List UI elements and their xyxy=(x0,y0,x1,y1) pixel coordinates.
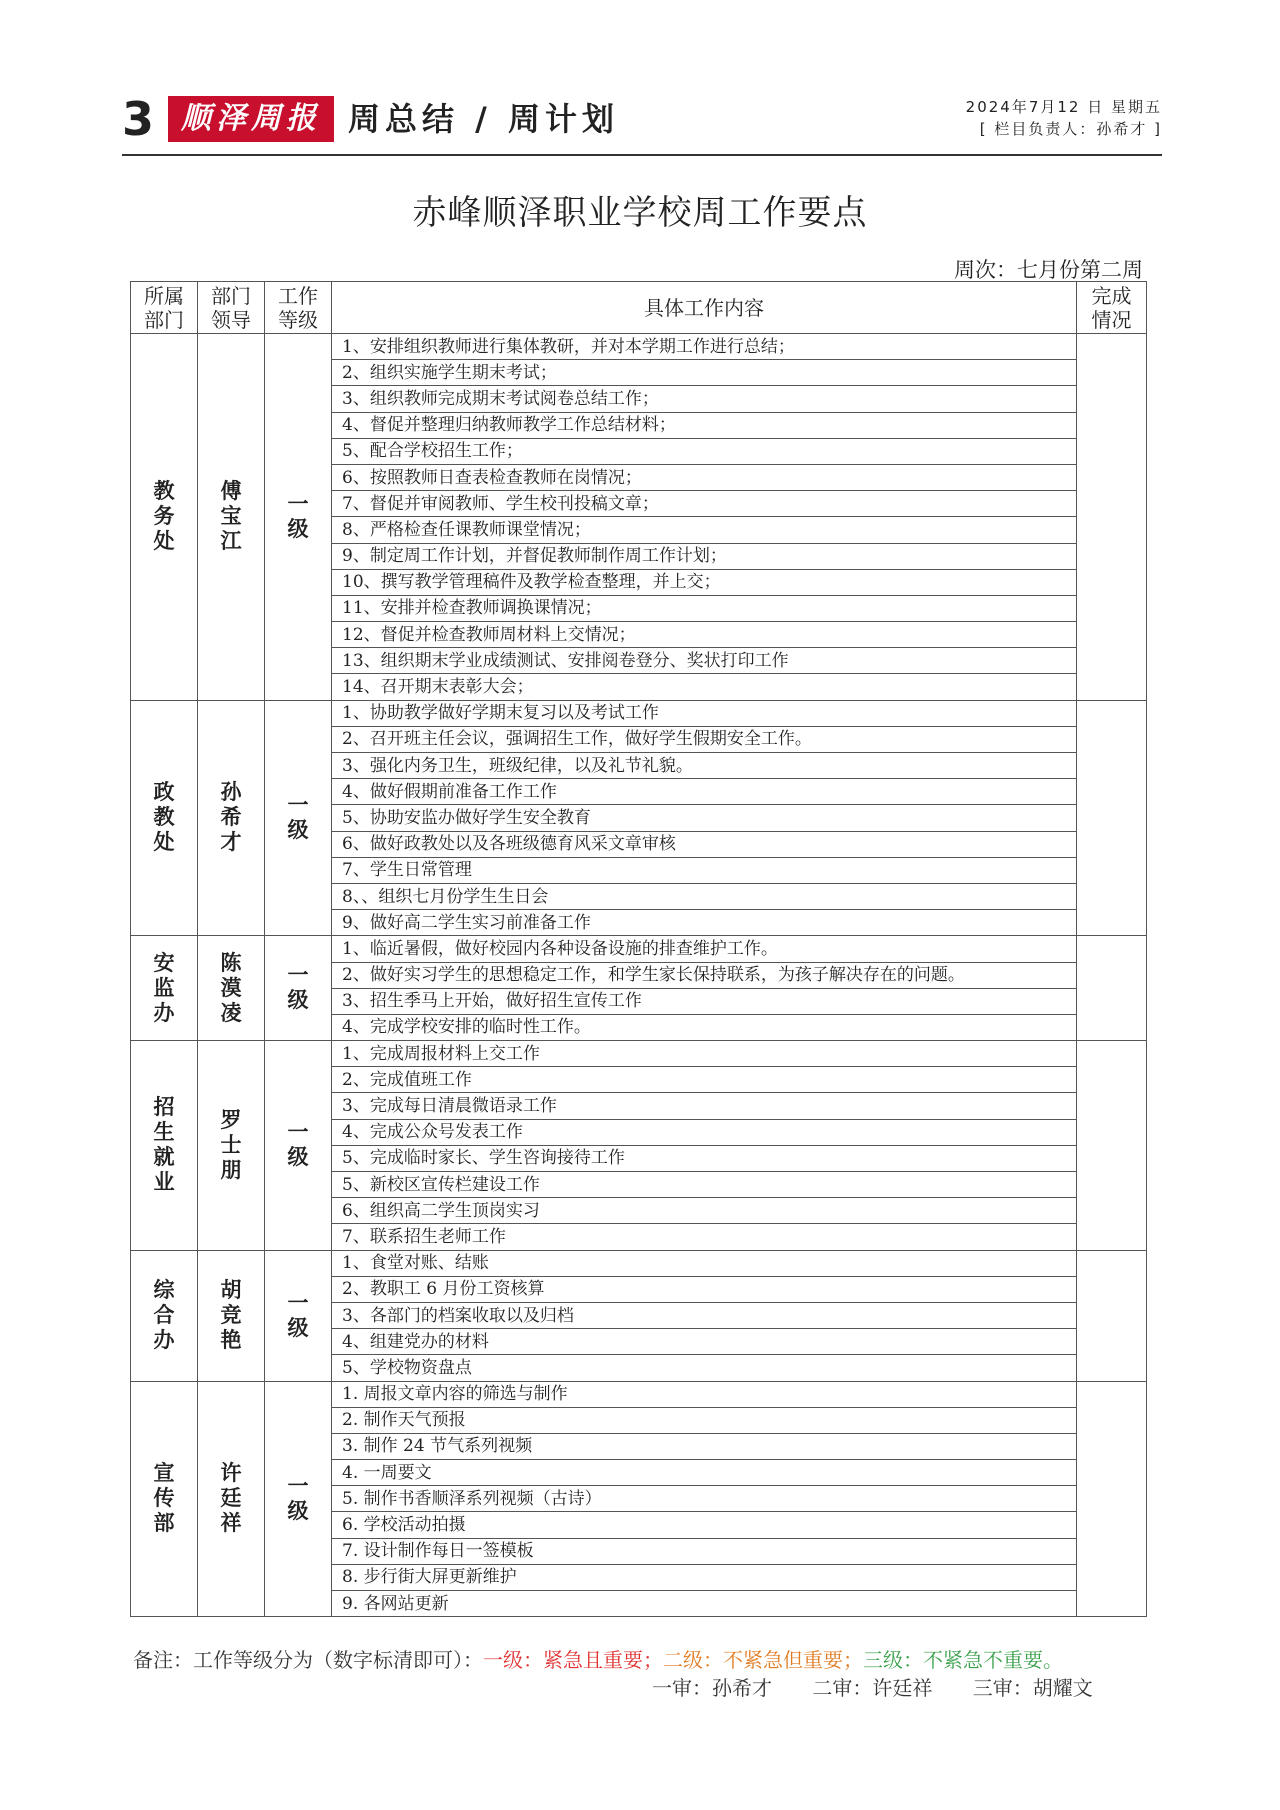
level-cell xyxy=(265,936,332,1041)
brand-logo: 顺泽周报 xyxy=(168,96,334,142)
level-cell-text: 一级 xyxy=(287,1290,309,1340)
task-cell: 1、食堂对账、结账 xyxy=(332,1250,1077,1276)
task-cell: 6、按照教师日查表检查教师在岗情况； xyxy=(332,464,1077,490)
task-cell: 6、做好政教处以及各班级德育风采文章审核 xyxy=(332,831,1077,857)
task-cell: 5、新校区宣传栏建设工作 xyxy=(332,1172,1077,1198)
task-cell: 7、联系招生老师工作 xyxy=(332,1224,1077,1250)
leader-cell-text: 胡竞艳 xyxy=(220,1278,242,1353)
dept-cell-text: 招生就业 xyxy=(153,1095,175,1195)
table-row xyxy=(131,1041,1147,1067)
task-cell: 7. 设计制作每日一签模板 xyxy=(332,1538,1077,1564)
task-cell: 1、协助教学做好学期末复习以及考试工作 xyxy=(332,700,1077,726)
dept-cell xyxy=(131,334,198,701)
task-cell: 4. 一周要文 xyxy=(332,1460,1077,1486)
page-number: 3 xyxy=(122,92,155,146)
level-cell-text: 一级 xyxy=(287,1120,309,1170)
page-title: 赤峰顺泽职业学校周工作要点 xyxy=(412,193,868,233)
task-cell: 6. 学校活动拍摄 xyxy=(332,1512,1077,1538)
header-content: 具体工作内容 xyxy=(332,282,1077,334)
dept-cell xyxy=(131,700,198,936)
dept-cell-text: 安监办 xyxy=(153,950,175,1025)
reviewer-second: 二审：许廷祥 xyxy=(812,1676,933,1700)
leader-cell-text: 傅宝江 xyxy=(220,479,242,554)
status-cell xyxy=(1077,936,1147,1041)
leader-cell-text: 许廷祥 xyxy=(220,1461,242,1536)
task-cell: 7、督促并审阅教师、学生校刊投稿文章； xyxy=(332,491,1077,517)
task-cell: 8、严格检查任课教师课堂情况； xyxy=(332,517,1077,543)
task-cell: 2、组织实施学生期末考试； xyxy=(332,360,1077,386)
table-row xyxy=(131,1381,1147,1407)
task-cell: 5、完成临时家长、学生咨询接待工作 xyxy=(332,1145,1077,1171)
header-level: 工作等级 xyxy=(265,282,332,334)
task-cell: 1. 周报文章内容的筛选与制作 xyxy=(332,1381,1077,1407)
task-cell: 3. 制作 24 节气系列视频 xyxy=(332,1433,1077,1459)
leader-cell xyxy=(198,1381,265,1617)
table-row xyxy=(131,700,1147,726)
task-cell: 2、教职工 6 月份工资核算 xyxy=(332,1276,1077,1302)
task-cell: 9、做好高二学生实习前准备工作 xyxy=(332,910,1077,936)
leader-cell xyxy=(198,936,265,1041)
task-cell: 4、完成公众号发表工作 xyxy=(332,1119,1077,1145)
issue-date: 2024年7月12 日 星期五 xyxy=(965,98,1162,116)
task-cell: 1、临近暑假，做好校园内各种设备设施的排查维护工作。 xyxy=(332,936,1077,962)
leader-cell xyxy=(198,1041,265,1251)
task-cell: 13、组织期末学业成绩测试、安排阅卷登分、奖状打印工作 xyxy=(332,648,1077,674)
status-cell xyxy=(1077,1041,1147,1251)
task-cell: 4、督促并整理归纳教师教学工作总结材料； xyxy=(332,412,1077,438)
note-level1: 一级：紧急且重要； xyxy=(483,1648,663,1672)
level-cell-text: 一级 xyxy=(287,792,309,842)
dept-cell xyxy=(131,1250,198,1381)
page-header xyxy=(122,92,1162,156)
task-cell: 1、完成周报材料上交工作 xyxy=(332,1041,1077,1067)
status-cell xyxy=(1077,1381,1147,1617)
status-cell xyxy=(1077,700,1147,936)
level-cell-text: 一级 xyxy=(287,963,309,1013)
task-cell: 4、完成学校安排的临时性工作。 xyxy=(332,1014,1077,1040)
task-cell: 5、配合学校招生工作； xyxy=(332,438,1077,464)
task-cell: 5、协助安监办做好学生安全教育 xyxy=(332,805,1077,831)
leader-cell xyxy=(198,334,265,701)
dept-cell-text: 宣传部 xyxy=(153,1461,175,1536)
dept-cell xyxy=(131,1381,198,1617)
task-cell: 3、强化内务卫生，班级纪律，以及礼节礼貌。 xyxy=(332,753,1077,779)
task-cell: 5、学校物资盘点 xyxy=(332,1355,1077,1381)
task-cell: 5. 制作书香顺泽系列视频（古诗） xyxy=(332,1486,1077,1512)
leader-cell-text: 罗士朋 xyxy=(220,1107,242,1182)
table-row xyxy=(131,334,1147,360)
dept-cell-text: 政教处 xyxy=(153,780,175,855)
work-plan-table xyxy=(130,281,1147,1617)
task-cell: 10、撰写教学管理稿件及教学检查整理，并上交； xyxy=(332,569,1077,595)
dept-cell xyxy=(131,1041,198,1251)
column-editor: [ 栏目负责人：孙希才 ] xyxy=(979,120,1162,138)
task-cell: 8、、组织七月份学生生日会 xyxy=(332,883,1077,909)
header-meta xyxy=(966,96,1162,140)
level-cell-text: 一级 xyxy=(287,491,309,541)
task-cell: 4、组建党办的材料 xyxy=(332,1329,1077,1355)
table-header-row xyxy=(131,282,1147,334)
task-cell: 2. 制作天气预报 xyxy=(332,1407,1077,1433)
header-department: 所属部门 xyxy=(131,282,198,334)
table-row xyxy=(131,1250,1147,1276)
dept-cell xyxy=(131,936,198,1041)
task-cell: 2、召开班主任会议，强调招生工作，做好学生假期安全工作。 xyxy=(332,726,1077,752)
level-cell xyxy=(265,1041,332,1251)
reviewers xyxy=(652,1672,1127,1701)
leader-cell-text: 孙希才 xyxy=(220,780,242,855)
footnote xyxy=(133,1644,1063,1673)
level-cell xyxy=(265,700,332,936)
level-cell xyxy=(265,334,332,701)
task-cell: 6、组织高二学生顶岗实习 xyxy=(332,1198,1077,1224)
note-level3: 三级：不紧急不重要。 xyxy=(863,1648,1063,1672)
section-title: 周总结 / 周计划 xyxy=(348,100,619,138)
status-cell xyxy=(1077,334,1147,701)
status-cell xyxy=(1077,1250,1147,1381)
task-cell: 2、完成值班工作 xyxy=(332,1067,1077,1093)
header-leader: 部门领导 xyxy=(198,282,265,334)
note-level2: 二级：不紧急但重要； xyxy=(663,1648,863,1672)
table-row xyxy=(131,936,1147,962)
task-cell: 2、做好实习学生的思想稳定工作，和学生家长保持联系，为孩子解决存在的问题。 xyxy=(332,962,1077,988)
reviewer-third: 三审：胡耀文 xyxy=(972,1676,1093,1700)
task-cell: 3、组织教师完成期末考试阅卷总结工作； xyxy=(332,386,1077,412)
leader-cell xyxy=(198,700,265,936)
task-cell: 3、完成每日清晨微语录工作 xyxy=(332,1093,1077,1119)
dept-cell-text: 教务处 xyxy=(153,479,175,554)
level-cell-text: 一级 xyxy=(287,1473,309,1523)
reviewer-first: 一审：孙希才 xyxy=(652,1676,772,1700)
task-cell: 4、做好假期前准备工作工作 xyxy=(332,779,1077,805)
task-cell: 3、招生季马上开始，做好招生宣传工作 xyxy=(332,988,1077,1014)
task-cell: 11、安排并检查教师调换课情况； xyxy=(332,595,1077,621)
task-cell: 3、各部门的档案收取以及归档 xyxy=(332,1302,1077,1328)
header-status: 完成情况 xyxy=(1077,282,1147,334)
task-cell: 7、学生日常管理 xyxy=(332,857,1077,883)
level-cell xyxy=(265,1381,332,1617)
task-cell: 12、督促并检查教师周材料上交情况； xyxy=(332,622,1077,648)
level-cell xyxy=(265,1250,332,1381)
leader-cell xyxy=(198,1250,265,1381)
note-prefix: 备注：工作等级分为（数字标清即可）： xyxy=(133,1648,483,1672)
task-cell: 9、制定周工作计划，并督促教师制作周工作计划； xyxy=(332,543,1077,569)
task-cell: 9. 各网站更新 xyxy=(332,1591,1077,1617)
leader-cell-text: 陈漠凌 xyxy=(220,950,242,1025)
task-cell: 1、安排组织教师进行集体教研，并对本学期工作进行总结； xyxy=(332,334,1077,360)
table-body xyxy=(131,334,1147,1617)
task-cell: 8. 步行街大屏更新维护 xyxy=(332,1564,1077,1590)
week-label: 周次：七月份第二周 xyxy=(954,258,1143,282)
task-cell: 14、召开期末表彰大会； xyxy=(332,674,1077,700)
dept-cell-text: 综合办 xyxy=(153,1278,175,1353)
